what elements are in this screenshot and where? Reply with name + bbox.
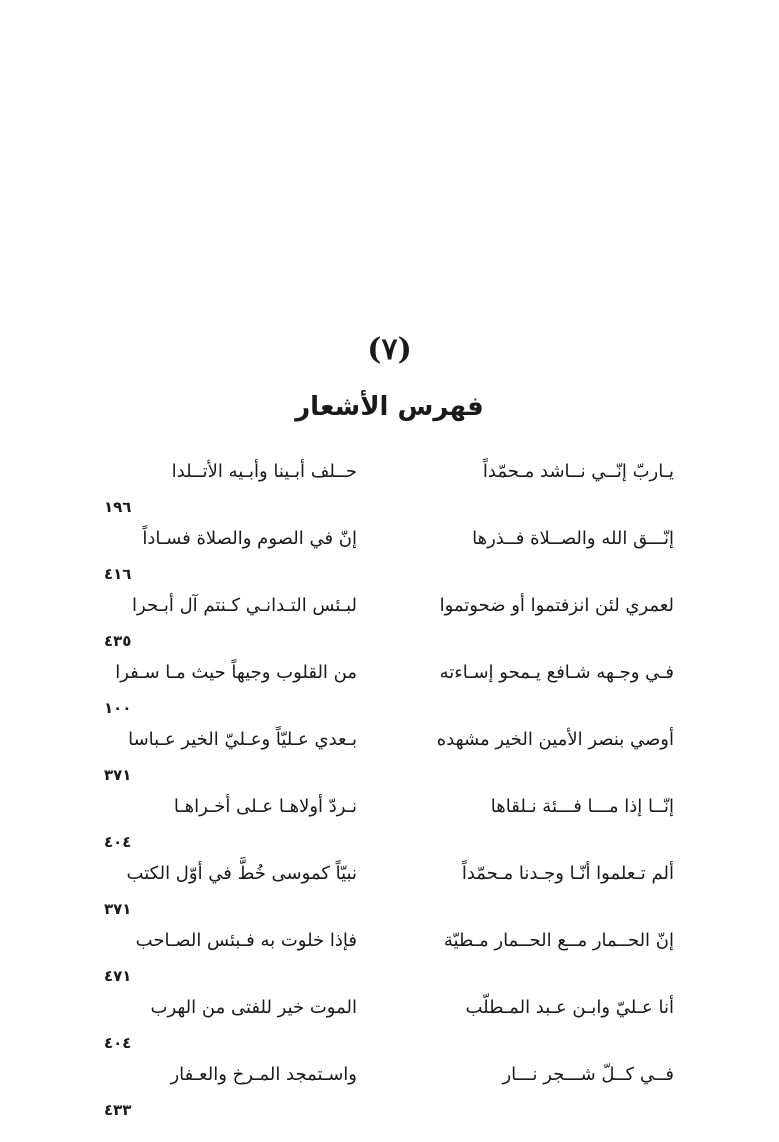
page-reference: ٤٠٤ xyxy=(104,1034,132,1052)
verse-first-hemistich: أوصي بنصر الأمين الخير مشهده xyxy=(436,729,674,750)
verse-first-hemistich: لعمري لئن انزفتموا أو ضحوتموا xyxy=(439,595,674,616)
page-reference: ٣٧١ xyxy=(104,900,132,918)
poem-entry xyxy=(0,852,779,919)
verse-first-hemistich: إنّــا إذا مـــا فـــئة نـلقاها xyxy=(490,796,674,817)
page-reference: ١٩٦ xyxy=(104,498,132,516)
poem-entry xyxy=(0,584,779,651)
poem-entry xyxy=(0,785,779,852)
verse-second-hemistich: لبـئس التـدانـي كـنتم آل أبـحرا xyxy=(132,595,357,616)
chapter-number: (٧) xyxy=(367,332,412,367)
poem-entry xyxy=(0,651,779,718)
verse-second-hemistich: من القلوب وجيهاً حيث مـا سـفرا xyxy=(115,662,357,683)
verse-second-hemistich: بـعدي عـليّاً وعـليّ الخير عـباسا xyxy=(128,729,357,750)
page-reference: ٤٣٣ xyxy=(104,1101,132,1119)
verse-second-hemistich: إنّ في الصوم والصلاة فسـاداً xyxy=(142,528,357,549)
page-reference: ١٠٠ xyxy=(104,699,132,717)
poem-entry xyxy=(0,517,779,584)
verse-first-hemistich: إنّـــق الله والصــلاة فــذرها xyxy=(472,528,674,549)
poem-entry xyxy=(0,986,779,1053)
poem-entry xyxy=(0,1053,779,1120)
page-reference: ٣٧١ xyxy=(104,766,132,784)
page-reference: ٤٣٥ xyxy=(104,632,132,650)
verse-first-hemistich: إنّ الحــمار مــع الحــمار مـطيّة xyxy=(443,930,674,951)
verse-second-hemistich: حــلف أبـينا وأبـيه الأتــلدا xyxy=(171,461,357,482)
page-reference: ٤٠٤ xyxy=(104,833,132,851)
page-reference: ٤١٦ xyxy=(104,565,132,583)
verse-first-hemistich: فـي وجـهه شـافع يـمحو إسـاءته xyxy=(439,662,674,683)
verse-second-hemistich: فإذا خلوت به فـبئس الصـاحب xyxy=(135,930,357,951)
verse-first-hemistich: ألم تـعلموا أنّـا وجـدنا مـحمّداً xyxy=(461,863,674,884)
verse-second-hemistich: واسـتمجد المـرخ والعـفار xyxy=(170,1064,357,1085)
chapter-title: فهرس الأشعار xyxy=(295,392,484,422)
poem-entry xyxy=(0,919,779,986)
verse-second-hemistich: الموت خير للفتى من الهرب xyxy=(150,997,357,1018)
page-reference: ٤٧١ xyxy=(104,967,132,985)
poem-entry xyxy=(0,718,779,785)
verse-first-hemistich: يـاربّ إنّــي نــاشد مـحمّداً xyxy=(482,461,674,482)
poetry-index-list xyxy=(0,450,779,1120)
verse-second-hemistich: نـردّ أولاهـا عـلى أخـراهـا xyxy=(173,796,357,817)
poem-entry xyxy=(0,450,779,517)
verse-first-hemistich: فــي كــلّ شـــجر نـــار xyxy=(502,1064,674,1085)
verse-first-hemistich: أنا عـليّ وابـن عـبد المـطلّب xyxy=(465,997,674,1018)
verse-second-hemistich: نبيّاً كموسى خُطَّ في أوّل الكتب xyxy=(126,863,357,884)
